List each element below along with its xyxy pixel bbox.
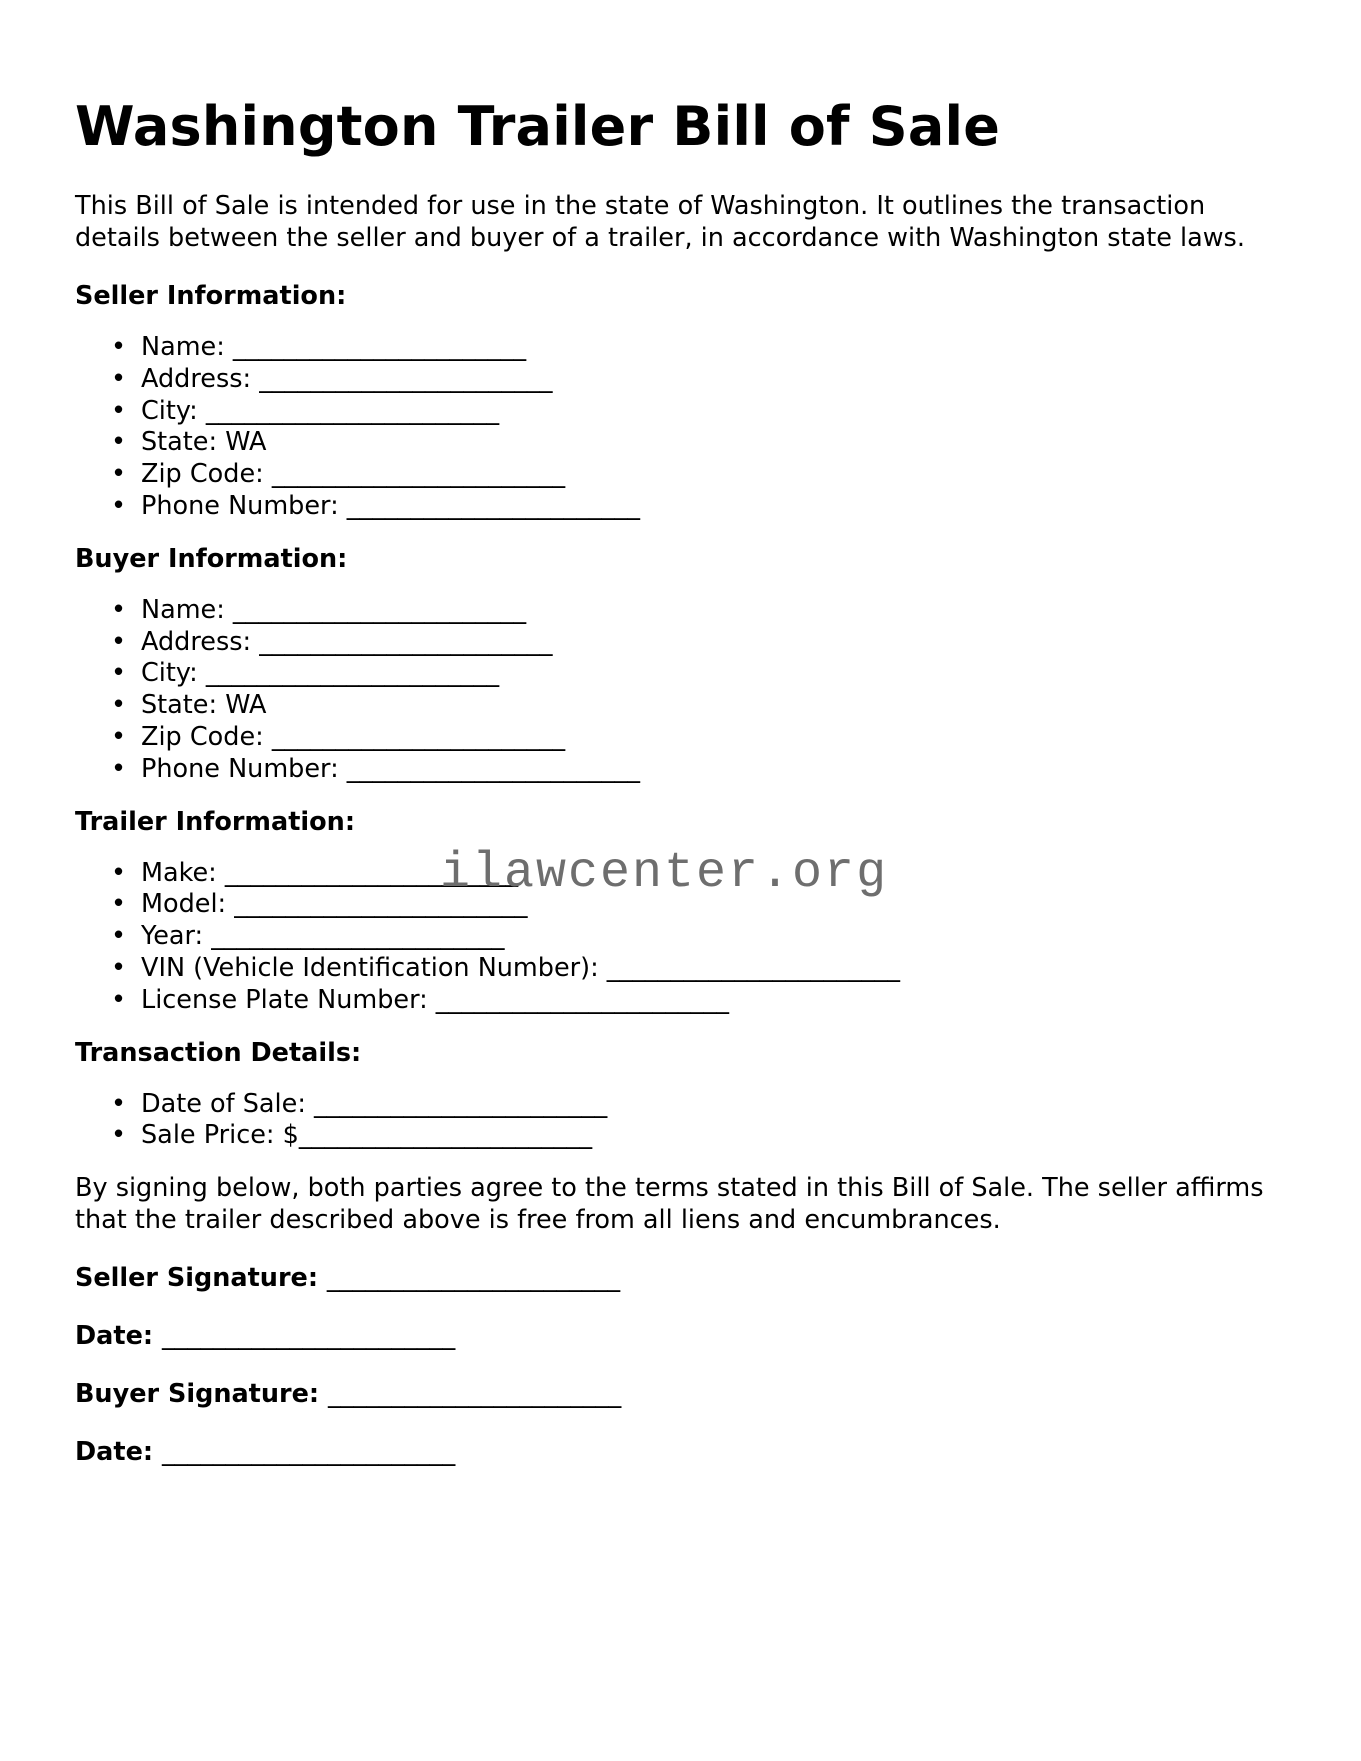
buyer-city-field: • City: _______________________ <box>141 658 1275 690</box>
seller-list <box>75 332 1275 523</box>
trailer-model-field: • Model: _______________________ <box>141 889 1275 921</box>
seller-city-field: • City: _______________________ <box>141 396 1275 428</box>
sale-date-field: • Date of Sale: _______________________ <box>141 1089 1275 1121</box>
transaction-heading: Transaction Details: <box>75 1037 362 1068</box>
seller-name-field: • Name: _______________________ <box>141 332 1275 364</box>
trailer-year-field: • Year: _______________________ <box>141 921 1275 953</box>
sale-price-field: • Sale Price: $_______________________ <box>141 1120 1275 1152</box>
buyer-date-blank: _______________________ <box>161 1437 456 1468</box>
seller-address-field: • Address: _______________________ <box>141 364 1275 396</box>
seller-signature-label: Seller Signature: <box>75 1263 319 1294</box>
seller-date-line <box>75 1320 1275 1352</box>
transaction-list <box>75 1089 1275 1153</box>
trailer-plate-field: • License Plate Number: _______________________ <box>141 985 1275 1017</box>
document-title: Washington Trailer Bill of Sale <box>75 95 1001 158</box>
buyer-name-field: • Name: _______________________ <box>141 595 1275 627</box>
buyer-zip-field: • Zip Code: _______________________ <box>141 722 1275 754</box>
intro-paragraph: This Bill of Sale is intended for use in the state of Washington. It outlines the transaction details between the seller and buyer of a trailer, in accordance with Washington state laws. <box>75 191 1245 253</box>
watermark-text: ilawcenter.org <box>440 845 889 902</box>
buyer-list <box>75 595 1275 786</box>
buyer-heading: Buyer Information: <box>75 543 348 574</box>
agreement-paragraph: By signing below, both parties agree to the terms stated in this Bill of Sale. The seller affirms that the trailer described above is free from all liens and encumbrances. <box>75 1173 1264 1236</box>
seller-state-field: • State: WA <box>141 427 1275 459</box>
seller-heading: Seller Information: <box>75 281 347 311</box>
seller-phone-field: • Phone Number: _______________________ <box>141 491 1275 523</box>
seller-signature-line <box>75 1262 1275 1294</box>
document-page <box>75 92 1275 1468</box>
buyer-state-field: • State: WA <box>141 690 1275 722</box>
buyer-date-label: Date: <box>75 1437 154 1468</box>
seller-date-blank: _______________________ <box>161 1321 456 1352</box>
buyer-signature-blank: _______________________ <box>327 1379 622 1410</box>
buyer-phone-field: • Phone Number: _______________________ <box>141 754 1275 786</box>
buyer-date-line <box>75 1436 1275 1468</box>
seller-signature-blank: _______________________ <box>326 1263 621 1294</box>
trailer-make-field: • Make: _______________________ <box>141 858 1275 890</box>
buyer-signature-line <box>75 1378 1275 1410</box>
trailer-heading: Trailer Information: <box>75 806 356 837</box>
buyer-signature-label: Buyer Signature: <box>75 1379 320 1410</box>
trailer-vin-field: • VIN (Vehicle Identification Number): _______________________ <box>141 953 1275 985</box>
seller-zip-field: • Zip Code: _______________________ <box>141 459 1275 491</box>
buyer-address-field: • Address: _______________________ <box>141 627 1275 659</box>
seller-date-label: Date: <box>75 1321 154 1352</box>
